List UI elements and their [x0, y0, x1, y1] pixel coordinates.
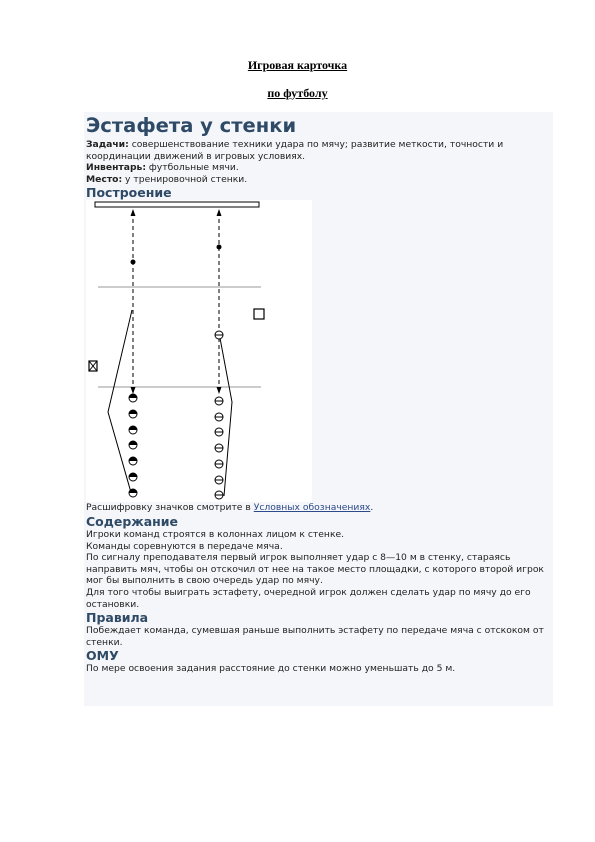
player-icon	[215, 428, 223, 436]
legend-suffix: .	[370, 502, 374, 514]
return-path-left	[108, 310, 132, 496]
section-rules-heading: Правила	[86, 610, 149, 626]
team-left-column	[129, 394, 137, 497]
player-icon	[215, 444, 223, 452]
legend-prefix: Расшифровку значков смотрите в	[86, 502, 254, 514]
player-icon	[215, 397, 223, 405]
player-icon	[129, 457, 137, 465]
legend-note	[86, 502, 551, 514]
game-card	[84, 112, 553, 706]
arrow-head-right-top	[217, 209, 222, 216]
arrow-head-right-bottom	[217, 387, 222, 394]
team-right-column	[215, 397, 223, 499]
section-omu-heading: ОМУ	[86, 648, 119, 664]
place-label: Место:	[86, 173, 123, 185]
ball-icon	[131, 260, 136, 265]
player-icon	[215, 460, 223, 468]
section-setup-heading: Построение	[86, 185, 172, 201]
tasks-paragraph	[86, 139, 551, 162]
player-icon	[129, 410, 137, 418]
tasks-text: совершенствование техники удара по мячу; развитие меткости, точности и координации движений в игровых условиях.	[86, 139, 504, 162]
inventory-paragraph	[86, 162, 551, 174]
place-paragraph	[86, 174, 551, 186]
card-subheading: по футболу	[267, 86, 328, 100]
omu-text: По мере освоения задания расстояние до стенки можно уменьшать до 5 м.	[86, 663, 456, 675]
player-icon	[215, 413, 223, 421]
arrow-head-left-bottom	[131, 387, 136, 394]
place-text: у тренировочной стенки.	[122, 173, 248, 185]
player-icon	[129, 441, 137, 449]
content-line: Команды соревнуются в передаче мяча.	[86, 540, 283, 552]
ball-icon	[217, 245, 222, 250]
content-line: По сигналу преподавателя первый игрок выполняет удар с 8—10 м в стенку, стараясь направить мяч, чтобы он отскочил от нее на такое место площадки, с которого второй игрок мог бы выполнить в свою очередь удар по мячу.	[86, 552, 544, 587]
flag-icon	[254, 309, 264, 319]
formation-diagram	[86, 200, 312, 502]
player-icon	[215, 491, 223, 499]
rules-text: Побеждает команда, сумевшая раньше выполнить эстафету по передаче мяча с отскоком от стенки.	[86, 625, 544, 648]
game-title: Эстафета у стенки	[86, 114, 297, 137]
content-line: Игроки команд строятся в колоннах лицом к стенке.	[86, 528, 345, 540]
player-icon	[129, 394, 137, 402]
player-icon	[129, 489, 137, 497]
player-icon	[129, 426, 137, 434]
player-icon	[215, 476, 223, 484]
inventory-label: Инвентарь:	[86, 162, 147, 174]
section-content-heading: Содержание	[86, 513, 179, 529]
teacher-icon	[89, 361, 97, 371]
content-line: Для того чтобы выиграть эстафету, очередной игрок должен сделать удар по мячу до его остановки.	[86, 586, 531, 610]
card-heading: Игровая карточка	[247, 58, 348, 72]
legend-link[interactable]: Условных обозначениях	[253, 502, 371, 514]
wall-icon	[95, 202, 259, 207]
inventory-text: футбольные мячи.	[146, 162, 239, 174]
arrow-head-left-top	[131, 209, 136, 216]
player-icon	[215, 331, 223, 339]
player-icon	[129, 473, 137, 481]
tasks-label: Задачи:	[86, 139, 129, 150]
